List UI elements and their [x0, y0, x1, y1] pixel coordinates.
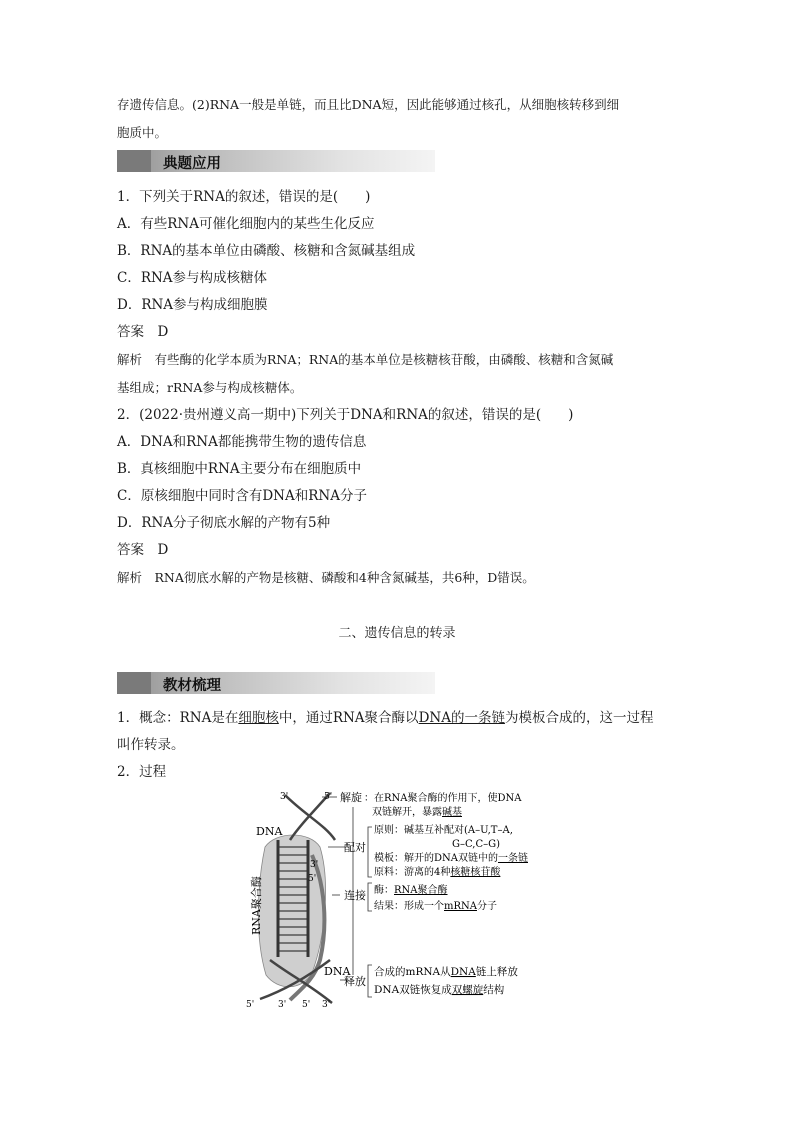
section-header-material [117, 672, 435, 694]
label-5prime: 5' [324, 792, 333, 802]
step-pair-rule-1: 原则：碱基互补配对(A–U,T–A, [374, 825, 513, 836]
step-link-enzyme: 酶：RNA聚合酶 [374, 885, 448, 896]
step-pair: 配对 [344, 841, 366, 854]
process-title: 2．过程 [117, 764, 167, 780]
q2-option-a: A．DNA和RNA都能携带生物的遗传信息 [117, 434, 367, 450]
label-3prime: 3' [310, 860, 319, 870]
q1-answer: 答案 D [117, 324, 169, 340]
q1-explanation-1: 解析 有些酶的化学本质为RNA；RNA的基本单位是核糖核苷酸，由磷酸、核糖和含氮碱 [117, 352, 614, 367]
label-3prime: 3' [280, 792, 289, 802]
concept-text: 1．概念：RNA是在 [117, 710, 239, 726]
brace-release [368, 965, 372, 997]
label-5prime: 5' [302, 1000, 311, 1010]
step-release: 释放 [344, 975, 366, 988]
step-link-result: 结果：形成一个mRNA分子 [374, 901, 497, 912]
concept-line-2: 叫作转录。 [117, 737, 185, 753]
step-pair-rule-2: G–C,C–G) [452, 839, 501, 850]
q1-option-b: B．RNA的基本单位由磷酸、核糖和含氮碱基组成 [117, 243, 416, 259]
q2-option-c: C．原核细胞中同时含有DNA和RNA分子 [117, 488, 367, 504]
label-3prime: 3' [278, 1000, 287, 1010]
intro-line-1: 存遗传信息。(2)RNA一般是单链，而且比DNA短，因此能够通过核孔，从细胞核转移到细 [117, 97, 620, 112]
transcription-diagram [240, 785, 560, 1013]
section-header-application [117, 150, 435, 172]
label-3prime: 3' [322, 1000, 331, 1010]
q1-explanation-2: 基组成；rRNA参与构成核糖体。 [117, 380, 303, 395]
section-title: 教材梳理 [163, 678, 221, 694]
concept-line-1 [117, 709, 653, 727]
concept-underline-nucleus: 细胞核 [238, 710, 279, 726]
label-dna: DNA [256, 825, 283, 838]
step-link: 连接 [344, 889, 366, 902]
q2-option-d: D．RNA分子彻底水解的产物有5种 [117, 515, 331, 531]
step-unwind-desc-2: 双链解开，暴露碱基 [372, 807, 462, 818]
q2-option-b: B．真核细胞中RNA主要分布在细胞质中 [117, 461, 362, 477]
q1-option-c: C．RNA参与构成核糖体 [117, 270, 268, 286]
q2-answer: 答案 D [117, 542, 169, 558]
brace-pair [368, 827, 372, 877]
step-release-desc-1: 合成的mRNA从DNA链上释放 [374, 966, 518, 978]
q2-stem: 2．(2022·贵州遵义高一期中)下列关于DNA和RNA的叙述，错误的是( ) [117, 407, 574, 423]
concept-text: 中，通过RNA聚合酶以 [278, 710, 419, 726]
brace-link [368, 883, 372, 911]
section-bar [117, 150, 151, 172]
step-pair-material: 原料：游离的4种核糖核苷酸 [374, 867, 501, 878]
concept-text: 为模板合成的，这一过程 [504, 710, 654, 726]
step-unwind: 解旋 [340, 791, 362, 804]
step-pair-template: 模板：解开的DNA双链中的一条链 [374, 853, 528, 864]
q2-explanation: 解析 RNA彻底水解的产物是核糖、磷酸和4种含氮碱基，共6种，D错误。 [117, 570, 535, 585]
label-5prime: 5' [246, 1000, 255, 1010]
q1-stem: 1．下列关于RNA的叙述，错误的是( ) [117, 189, 371, 205]
concept-underline-template: DNA的一条链 [418, 710, 505, 726]
label-5prime: 5' [308, 874, 317, 884]
intro-line-2: 胞质中。 [117, 125, 168, 140]
section-title: 典题应用 [163, 156, 221, 172]
step-unwind-desc-1: ：在RNA聚合酶的作用下，使DNA [364, 793, 522, 804]
step-release-desc-2: DNA双链恢复成双螺旋结构 [374, 984, 505, 996]
q1-option-d: D．RNA参与构成细胞膜 [117, 297, 268, 313]
label-rna-polymerase: RNA聚合酶 [250, 876, 263, 935]
q1-option-a: A．有些RNA可催化细胞内的某些生化反应 [117, 216, 375, 232]
label-dna-bottom: DNA [324, 965, 351, 978]
heading-transcription: 二、遗传信息的转录 [338, 626, 456, 641]
section-bar [117, 672, 151, 694]
